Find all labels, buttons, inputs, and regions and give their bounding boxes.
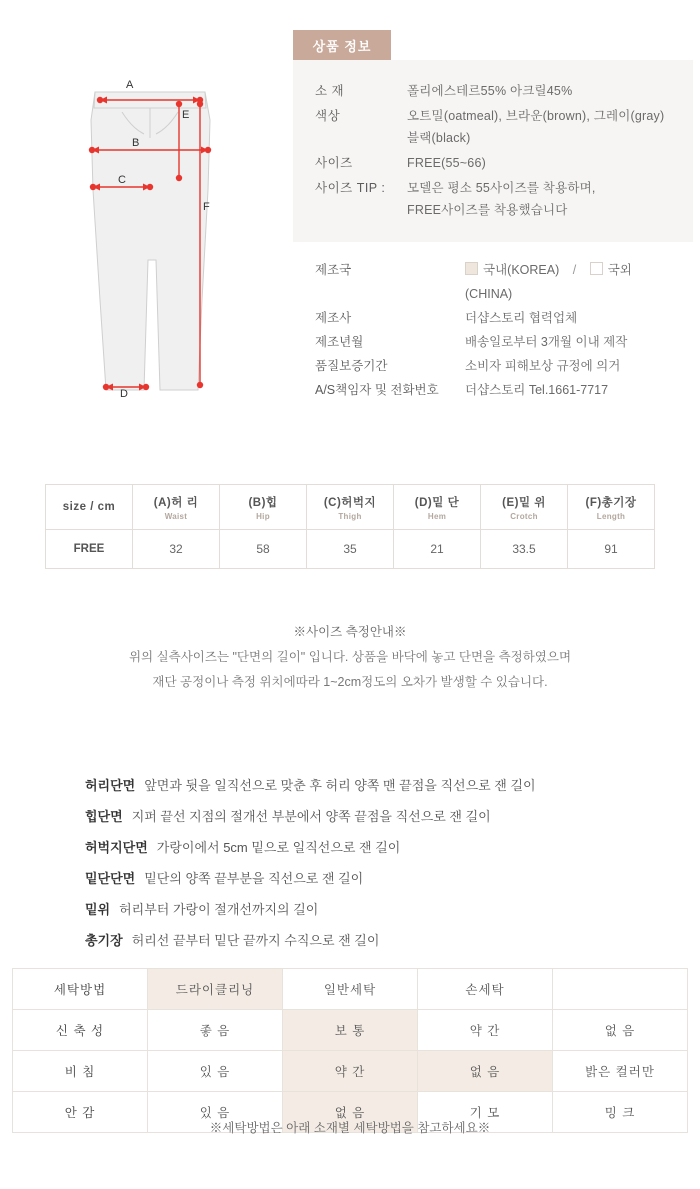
- info-label: 소 재: [315, 84, 345, 98]
- maker-label: 제조국: [315, 263, 352, 277]
- info-row-color: [315, 105, 671, 149]
- size-col-header: [46, 485, 133, 530]
- care-cell: 손세탁: [418, 969, 553, 1010]
- table-row: [13, 1051, 688, 1092]
- measure-desc: 앞면과 뒷을 일직선으로 맞춘 후 허리 양쪽 맨 끝점을 직선으로 잰 길이: [144, 778, 536, 793]
- size-measure-notice: [0, 620, 700, 695]
- care-cell: [553, 969, 688, 1010]
- maker-row-as-contact: [315, 378, 671, 402]
- maker-row-country: [315, 258, 671, 306]
- size-col-header-en: Thigh: [338, 511, 362, 521]
- care-cell: 기 모: [418, 1092, 553, 1133]
- product-info-body: [293, 60, 693, 242]
- measure-term: 허리단면: [85, 778, 136, 793]
- maker-label: 제조년월: [315, 335, 364, 349]
- info-value: [407, 80, 572, 102]
- size-col-header: [307, 485, 394, 530]
- size-col-header-en: Length: [596, 511, 626, 521]
- size-col-header-en: Crotch: [510, 511, 538, 521]
- maker-label: A/S책임자 및 전화번호: [315, 383, 439, 397]
- product-info-section: [0, 0, 700, 430]
- size-cell: FREE: [46, 530, 133, 569]
- care-cell: 없 음: [553, 1010, 688, 1051]
- info-value-line2: FREE사이즈를 착용했습니다: [407, 203, 568, 217]
- list-item: [85, 770, 645, 801]
- care-instructions-table: [12, 968, 688, 1133]
- size-col-header-en: Hip: [256, 511, 270, 521]
- size-col-header: [394, 485, 481, 530]
- info-value-line1: 오트밀(oatmeal), 브라운(brown), 그레이(gray): [407, 109, 665, 123]
- info-value: [407, 177, 596, 221]
- product-info-card: [293, 30, 693, 414]
- measure-definition-list: [85, 770, 645, 956]
- size-table: [45, 484, 655, 569]
- info-row-size: [315, 152, 671, 174]
- care-cell: 보 통: [283, 1010, 418, 1051]
- measure-desc: 허리선 끝부터 밑단 끝까지 수직으로 잰 길이: [131, 933, 380, 948]
- info-row-material: [315, 80, 671, 102]
- size-col-header: [220, 485, 307, 530]
- info-label: 사이즈 TIP :: [315, 181, 386, 195]
- size-cell: 32: [133, 530, 220, 569]
- info-value: [407, 152, 486, 174]
- maker-value: [465, 258, 671, 306]
- list-item: [85, 894, 645, 925]
- info-value: [407, 105, 664, 149]
- size-col-header-kr: (F)총기장: [585, 496, 637, 509]
- table-row: [13, 1010, 688, 1051]
- care-cell: 신 축 성: [13, 1010, 148, 1051]
- checkbox-domestic[interactable]: [465, 262, 478, 275]
- maker-row-date: [315, 330, 671, 354]
- maker-value: 배송일로부터 3개월 이내 제작: [465, 335, 628, 349]
- manufacturer-info-body: [293, 242, 693, 414]
- notice-line-3: 재단 공정이나 측정 위치에따라 1~2cm정도의 오차가 발생할 수 있습니다.: [152, 675, 548, 689]
- size-cell: 33.5: [481, 530, 568, 569]
- size-col-header-kr: (D)밑 단: [414, 496, 460, 509]
- info-label: 사이즈: [315, 156, 353, 170]
- list-item: [85, 801, 645, 832]
- care-cell: 약 간: [418, 1010, 553, 1051]
- diagram-label-e: E: [182, 109, 190, 121]
- measure-desc: 밑단의 양쪽 끝부분을 직선으로 잰 길이: [144, 871, 364, 886]
- care-cell: 있 음: [148, 1092, 283, 1133]
- diagram-label-a: A: [126, 79, 134, 91]
- size-cell: 58: [220, 530, 307, 569]
- product-info-title: 상품 정보: [293, 30, 391, 60]
- info-value-line1: 모델은 평소 55사이즈를 착용하며,: [407, 181, 596, 195]
- checkbox-overseas[interactable]: [590, 262, 603, 275]
- size-col-header: [481, 485, 568, 530]
- list-item: [85, 925, 645, 956]
- size-col-header-kr: (B)힙: [248, 496, 278, 509]
- notice-line-2: 위의 실측사이즈는 "단면의 길이" 입니다. 상품을 바닥에 놓고 단면을 측정하였으며: [128, 650, 572, 664]
- maker-separator: /: [572, 263, 577, 277]
- maker-row-warranty: [315, 354, 671, 378]
- diagram-label-f: F: [203, 201, 210, 213]
- care-cell: 비 침: [13, 1051, 148, 1092]
- measure-desc: 허리부터 가랑이 절개선까지의 길이: [119, 902, 319, 917]
- care-cell: 밍 크: [553, 1092, 688, 1133]
- care-cell: 없 음: [418, 1051, 553, 1092]
- measure-term: 허벅지단면: [85, 840, 148, 855]
- size-col-header: [568, 485, 655, 530]
- care-cell: 좋 음: [148, 1010, 283, 1051]
- care-cell: 드라이클리닝: [148, 969, 283, 1010]
- maker-label: 제조사: [315, 311, 352, 325]
- maker-label: 품질보증기간: [315, 359, 388, 373]
- size-col-header-kr: (C)허벅지: [323, 496, 377, 509]
- care-cell: 밝은 컬러만: [553, 1051, 688, 1092]
- care-cell: 안 감: [13, 1092, 148, 1133]
- table-header-row: [46, 485, 655, 530]
- notice-line-1: ※사이즈 측정안내※: [293, 625, 407, 639]
- size-cell: 91: [568, 530, 655, 569]
- maker-row-manufacturer: [315, 306, 671, 330]
- list-item: [85, 863, 645, 894]
- diagram-label-c: C: [118, 174, 126, 186]
- measure-term: 밑위: [85, 902, 111, 917]
- garment-measurement-diagram: [60, 70, 260, 400]
- size-cell: 21: [394, 530, 481, 569]
- size-col-header-kr: (E)밑 위: [502, 496, 546, 509]
- list-item: [85, 832, 645, 863]
- maker-value: 소비자 피해보상 규정에 의거: [465, 359, 621, 373]
- care-cell: 약 간: [283, 1051, 418, 1092]
- diagram-label-b: B: [132, 137, 140, 149]
- care-cell: 있 음: [148, 1051, 283, 1092]
- size-cell: 35: [307, 530, 394, 569]
- info-row-size-tip: [315, 177, 671, 221]
- diagram-label-d: D: [120, 388, 128, 400]
- care-cell: 일반세탁: [283, 969, 418, 1010]
- size-col-header-kr: (A)허 리: [153, 496, 199, 509]
- size-col-header-en: Waist: [164, 511, 188, 521]
- info-value-line2: 블랙(black): [407, 131, 471, 145]
- table-row: [13, 969, 688, 1010]
- maker-option-overseas: 국외(CHINA): [465, 263, 632, 301]
- measure-desc: 가랑이에서 5cm 밑으로 일직선으로 잰 길이: [156, 840, 401, 855]
- care-cell: 세탁방법: [13, 969, 148, 1010]
- size-col-header-en: Hem: [427, 511, 447, 521]
- info-label: 색상: [315, 109, 341, 123]
- maker-value: 더샵스토리 협력업체: [465, 311, 578, 325]
- maker-value: 더샵스토리 Tel.1661-7717: [465, 383, 609, 397]
- maker-option-domestic: 국내(KOREA): [483, 263, 560, 277]
- info-value-line1: 폴리에스테르55% 아크릴45%: [407, 84, 573, 98]
- measure-term: 총기장: [85, 933, 123, 948]
- care-cell: 없 음: [283, 1092, 418, 1133]
- measure-desc: 지퍼 끝선 지점의 절개선 부분에서 양쪽 끝점을 직선으로 잰 길이: [131, 809, 491, 824]
- care-footer-note: ※세탁방법은 아래 소재별 세탁방법을 참고하세요※: [209, 1121, 491, 1135]
- table-row: [46, 530, 655, 569]
- size-col-header-kr: size / cm: [62, 501, 116, 513]
- measure-term: 밑단단면: [85, 871, 136, 886]
- info-value-line1: FREE(55~66): [407, 156, 486, 170]
- measure-term: 힙단면: [85, 809, 123, 824]
- size-col-header: [133, 485, 220, 530]
